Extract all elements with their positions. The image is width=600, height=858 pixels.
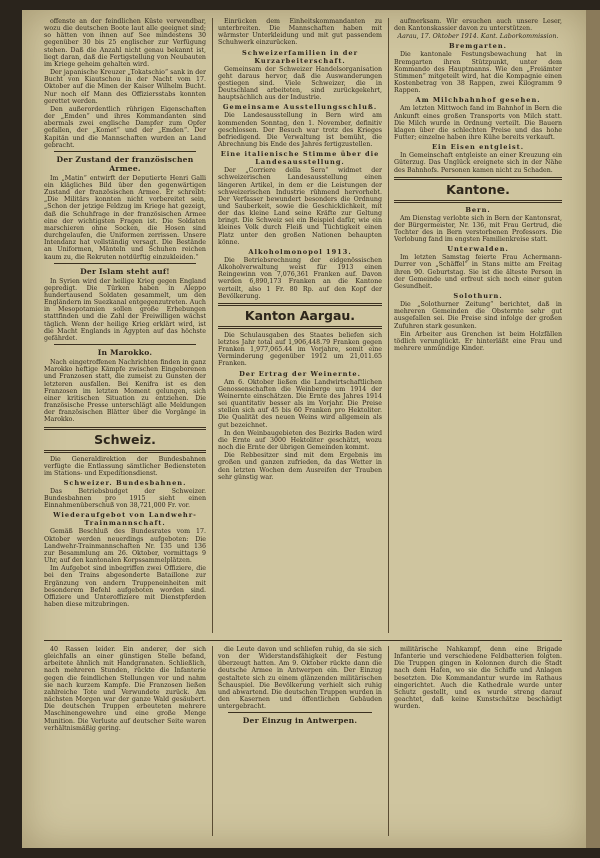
article-paragraph: die Leute davon und schliefen ruhig, da sie sich von der Widerstandsfähigkeit der Festung überzeugt hatten. Am 9. Oktober rückte dann die deutsche Armee in Antwerpen ein. Der Einzug gestaltete sich zu einem glänzenden militärischen Schauspiel. Die Bevölkerung verhielt sich ruhig und abwartend. Die deutschen Truppen wurden in den Kasernen und öffentlichen Gebäuden untergebracht.: [218, 646, 382, 711]
headline-stimme: Eine italienische Stimme über die Landesausstellung.: [220, 150, 380, 167]
binding-edge: [586, 10, 600, 848]
headline-kurzarbeit: Schweizerfamilien in der Kurzarbeiterschaft.: [241, 48, 359, 65]
byline: Aarau, 17. Oktober 1914. Kant. Laborkommission.: [397, 33, 559, 41]
divider: [54, 151, 196, 152]
page-horizontal-rule: [44, 640, 562, 641]
article-paragraph: Der japanische Kreuzer „Tokatschio“ sank in der Bucht von Kiautschou in der Nacht vom 17. Oktober auf die Minen der Kaiser Wilhelm Bucht. Nur noch elf Mann des Offiziersstabs konnten gerettet werden.: [44, 69, 206, 105]
headline-ausstellung: Gemeinsame Ausstellungsschluß.: [222, 103, 378, 112]
article-paragraph: Das Betriebsbudget der Schweizer. Bundesbahnen pro 1915 sieht einen Einnahmenüberschuß von 38,721,000 Fr. vor.: [44, 487, 206, 510]
article-paragraph: Am letzten Mittwoch fand im Bahnhof in Bern die Ankunft eines großen Transports von Milch statt. Die Milch wurde in Ordnung verteilt. Die Bauern klagen über die schlechten Preise und das hohe Futter; einzelne haben ihre Kühe bereits verkauft.: [394, 105, 562, 142]
article-paragraph: Im „Matin“ entwirft der Deputierte Henri Galli ein klägliches Bild über den gegenwärtigen Zustand der französischen Armee. Er schreibt: „Die Militärs konnten nicht vorbereitet sein, „Schon der jetzige Feldzug im Kriege hat gezeigt, daß die Schuhfrage in der französischen Armee eine der wichtigsten Fragen ist. Die Soldaten marschieren ohne Socken, die Hosen sind durchgelaufen, die Uniformen zerrissen. Unsere Intendanz hat vollständig versagt. Die Bestände an Uniformen, Mänteln und Schuhen reichen kaum zu, die Rekruten notdürftig einzukleiden.“: [44, 174, 206, 261]
headline-eisen: Ein Eisen entgleist.: [431, 143, 525, 152]
article-paragraph: offenste an der feindlichen Küste verwendbar, wozu die deutschen Boote laut alle geeignet sind; so hätten von ihnen auf See mindestens 30 gegenüber 30 bis 25 englischer zur Verfügung stehen. Daß die Anzahl nicht genau bekannt ist, liegt daran, daß die Fertigstellung von Neubauten im Kriege geheim gehalten wird.: [44, 18, 206, 68]
headline-bundesbahnen: Schweizer. Bundesbahnen.: [63, 478, 187, 487]
bottom-column-1: [44, 646, 206, 836]
headline-unterwalden: Unterwalden.: [447, 245, 509, 254]
divider: [54, 344, 196, 345]
article-paragraph: Die Betriebsrechnung der eidgenössischen Alkoholverwaltung weist für 1913 einen Reingewinn von 7,076,361 Franken auf. Davon werden 6,890,173 Franken an die Kantone verteilt, also 1 Fr. 80 Rp. auf den Kopf der Bevölkerung.: [218, 256, 382, 300]
article-paragraph: Die Landesausstellung in Bern wird am kommenden Sonntag, den 1. November, definitiv geschlossen. Der Besuch war trotz des Krieges befriedigend. Die Verwaltung ist bemüht, die Abrechnung bis Ende des Jahres fertigzustellen.: [218, 112, 382, 149]
headline-milchbahnhof: Am Milchbahnhof gesehen.: [415, 96, 541, 105]
article-paragraph: Die kantonale Festungsbewachung hat in Bremgarten ihren Stützpunkt, unter dem Kommando des Hauptmanns. Wie den „Freiämter Stimmen“ mitgeteilt wird, hat die Kompagnie einen Kostenbetrag von 38 Rappen, zwei Kilogramm 9 Rappen.: [394, 51, 562, 95]
headline-weinernte: Der Ertrag der Weinernte.: [239, 369, 361, 378]
article-paragraph: In Gemeinschaft entgleiste an einer Kreuzung ein Güterzug. Das Unglück ereignete sich in der Nähe des Bahnhofs. Personen kamen nicht zu Schaden.: [394, 152, 562, 174]
headline-armee: Der Zustand der französischen Armee.: [56, 154, 194, 173]
article-paragraph: Im letzten Samstag feierte Frau Achermann-Durrer von „Schäffel“ in Stans mitte am Freitag ihren 90. Geburtstag. Sie ist die älteste Person in der Gemeinde und erfreut sich noch einer guten Gesundheit.: [394, 254, 562, 290]
section-divider: [218, 326, 382, 329]
headline-marokko: In Marokko.: [97, 348, 153, 358]
section-divider: [394, 177, 562, 180]
article-paragraph: Die Generaldirektion der Bundesbahnen verfügte die Entlassung sämtlicher Bediensteten im Stations- und Expeditionsdienst.: [44, 455, 206, 477]
article-paragraph: Die „Solothurner Zeitung“ berichtet, daß in mehreren Gemeinden die Obsternte sehr gut ausgefallen sei. Die Preise sind infolge der großen Zufuhren stark gesunken.: [394, 301, 562, 330]
article-paragraph: Gemeinsam der Schweizer Handelsorganisation geht daraus hervor, daß die Auswanderungen gestiegen sind. Viele Schweizer, die in Deutschland arbeiteten, sind zurückgekehrt, hauptsächlich aus der Industrie.: [218, 65, 382, 102]
headline-antwerpen: Der Einzug in Antwerpen.: [242, 716, 358, 726]
article-paragraph: Gemäß Beschluß des Bundesrates vom 17. Oktober werden neuerdings aufgeboten: Die Landwehr-Trainmannschaften Nr. 135 und 136 zur Besammlung am 26. Oktober, vormittags 9 Uhr, auf den kantonalen Korpssammelplätzen.: [44, 528, 206, 565]
section-divider: [394, 200, 562, 203]
headline-bern: Bern.: [465, 205, 491, 214]
article-paragraph: Der „Corriere della Sera“ widmet der schweizerischen Landesausstellung einen längeren Artikel, in dem er die Leistungen der schweizerischen Industrie rühmend hervorhebt. Der Verfasser bewundert besonders die Ordnung und Sauberkeit, sowie die Geschicklichkeit, mit der das kleine Land seine Kräfte zur Geltung bringt. Die Schweiz sei ein Beispiel dafür, wie ein kleines Volk durch Fleiß und Tüchtigkeit einen Platz unter den großen Nationen behaupten könne.: [218, 167, 382, 246]
headline-solothurn: Solothurn.: [453, 292, 503, 301]
divider: [54, 263, 196, 264]
section-title-schweiz: Schweiz.: [94, 431, 156, 447]
column-rule: [212, 18, 213, 633]
article-paragraph: Ein Arbeiter aus Grenchen ist beim Holzfällen tödlich verunglückt. Er hinterläßt eine Frau und mehrere unmündige Kinder.: [394, 330, 562, 352]
column-rule: [388, 646, 389, 836]
article-paragraph: Am Dienstag verlobte sich in Bern der Kantonsrat, der Bürgermeister, Nr. 136, mit Frau Gertrud, die Tochter des in Bern verstorbenen Professors. Die Verlobung fand im engsten Familienkreise statt.: [394, 214, 562, 244]
article-paragraph: Nach eingetroffenen Nachrichten finden in ganz Marokko heftige Kämpfe zwischen Eingeborenen und Franzosen statt, die zumeist zu Gunsten der letzteren ausfallen. Bei Kenifra ist es den Franzosen im letzten Moment gelungen, sich einer kritischen Situation zu entziehen. Die französische Presse unterschlägt alle Meldungen der französischen Blätter über die Vorgänge in Marokko.: [44, 359, 206, 424]
column-2: [218, 18, 382, 633]
bottom-column-2: [218, 646, 382, 836]
article-paragraph: 40 Rassen leider. Ein anderer, der sich gleichfalls an einer günstigen Stelle befand, arbeitete ähnlich mit Handgranaten. Schließlich, nach mehreren Stunden, rückte die Infanterie gegen die feindlichen Stellungen vor und nahm sie nach kurzem Kampfe. Die Franzosen ließen zahlreiche Tote und Verwundete zurück. Am nächsten Morgen war der ganze Wald gesäubert. Die deutschen Truppen erbeuteten mehrere Maschinengewehre und eine große Menge Munition. Die Verluste auf deutscher Seite waren verhältnismäßig gering.: [44, 646, 206, 732]
headline-wiederaufgebot: Wiederaufgebot von Landwehr-Trainmannschaft.: [53, 511, 197, 528]
section-divider: [44, 450, 206, 453]
bottom-column-3: [394, 646, 562, 836]
headline-bremgarten: Bremgarten.: [449, 42, 507, 51]
article-paragraph: Die Schulausgaben des Staates beliefen sich letztes Jahr total auf 1,906,448.79 Franken gegen Franken 1,977,065.44 im Vorjahre, somit eine Verminderung gegenüber 1912 um 21,011.65 Franken.: [218, 331, 382, 368]
article-paragraph: Den außerordentlich rührigen Eigenschaften der „Emden“ und ihres Kommandanten sind abermals zwei englische Dampfer zum Opfer gefallen, der „Komet“ und der „Emden“. Der Kapitän und die Mannschaften wurden an Land gebracht.: [44, 105, 206, 149]
article-paragraph: Im Aufgebot sind inbegriffen zwei Offiziere, die bei den Trains abgesonderte Bataillone zur Ergänzung von andern Truppeneinheiten mit besonderem Befehl aufgeboten worden sind. Offiziere und Unteroffiziere mit Dienstpferden haben diese mitzubringen.: [44, 565, 206, 608]
section-divider: [218, 303, 382, 306]
column-rule: [388, 18, 389, 633]
section-title-aargau: Kanton Aargau.: [244, 307, 356, 323]
section-title-kantone: Kantone.: [446, 181, 510, 197]
column-1: [44, 18, 206, 638]
headline-alkohol: Alkoholmonopol 1913.: [248, 247, 352, 256]
newspaper-page: [22, 10, 588, 848]
article-paragraph: In den Weinbaugebieten des Bezirks Baden wird die Ernte auf 3000 Hektoliter geschätzt, wozu noch die Ernte der übrigen Gemeinden kommt.: [218, 429, 382, 452]
article-paragraph: Die Rebbesitzer sind mit dem Ergebnis im großen und ganzen zufrieden, da das Wetter in den letzten Wochen dem Ausreifen der Trauben sehr günstig war.: [218, 452, 382, 481]
article-paragraph: aufmerksam. Wir ersuchen auch unsere Leser, den Kantonskassier davon zu unterstützen.: [394, 18, 562, 33]
article-paragraph: Am 6. Oktober ließen die Landwirtschaftlichen Genossenschaften die Weinberge um 1914 der Weinernte einschätzen. Die Ernte des Jahres 1914 sei quantitativ besser als im Vorjahr. Die Preise stellen sich auf 45 bis 60 Franken pro Hektoliter. Die Qualität des neuen Weins wird allgemein als gut bezeichnet.: [218, 378, 382, 429]
divider: [228, 712, 372, 713]
article-paragraph: In Syrien wird der heilige Krieg gegen England gepredigt. Die Türken haben in Aleppo hundertausend Soldaten gesammelt, um den Engländern im Suezkanal entgegenzutreten. Auch in Mesopotamien sollen große Erhebungen stattfinden und die Zahl der Freiwilligen wächst täglich. Wenn der heilige Krieg erklärt wird, ist die Macht Englands in Ägypten auf das höchste gefährdet.: [44, 277, 206, 342]
headline-islam: Der Islam steht auf!: [80, 266, 170, 276]
article-paragraph: militärische Nahkampf, denn eine Brigade Infanterie und verschiedene Feldbatterien folgten. Die Truppen gingen in Kolonnen durch die Stadt nach dem Hafen, wo sie die Schiffe und Anlagen besetzten. Die Kommandantur wurde im Rathaus eingerichtet. Auch die Kathedrale wurde unter Schutz gestellt, und es wurde streng darauf geachtet, daß keine Kunstschätze beschädigt wurden.: [394, 646, 562, 711]
section-divider: [44, 427, 206, 430]
column-rule: [212, 646, 213, 836]
article-paragraph: Einrücken dem Einheitskommandanten zu unterbreiten. Die Mannschaften haben mit wärmster Unterkleidung und mit gut passendem Schuhwerk einzurücken.: [218, 18, 382, 47]
column-3: [394, 18, 562, 633]
